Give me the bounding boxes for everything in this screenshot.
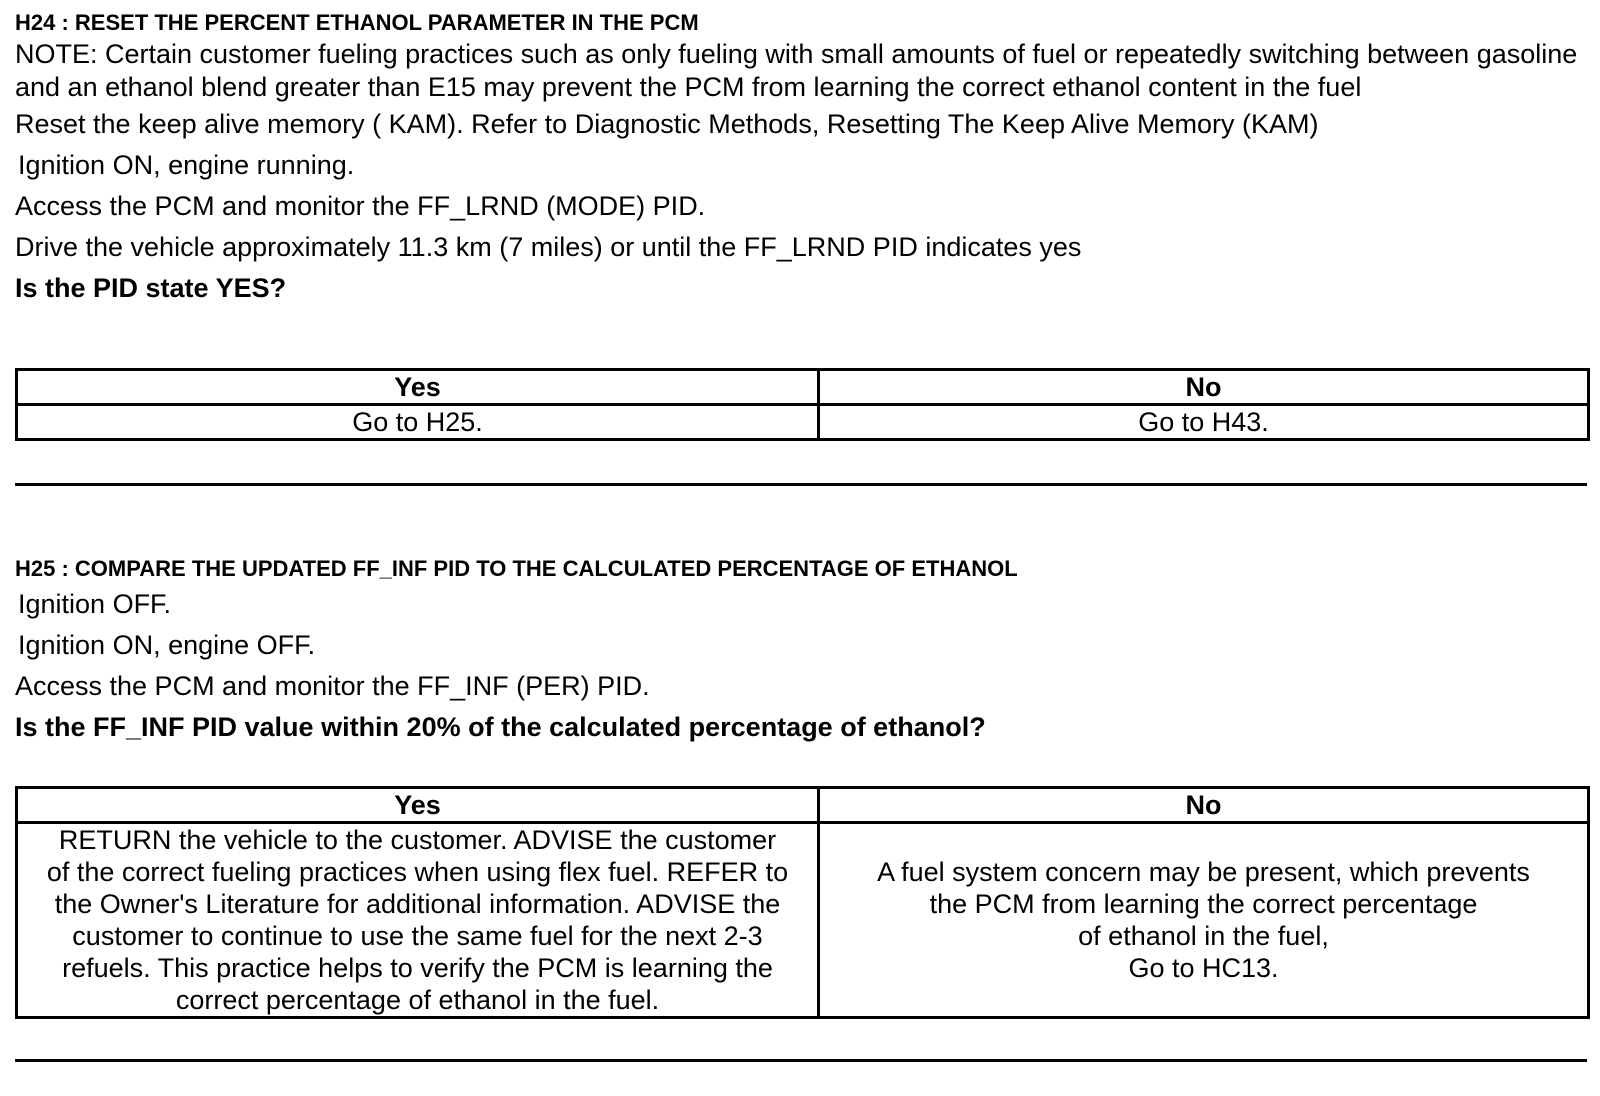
step-h25-heading: H25 : COMPARE THE UPDATED FF_INF PID TO THE CALCULATED PERCENTAGE OF ETHANOL [15, 556, 1018, 581]
table-header-row [17, 788, 1589, 823]
no-action-cell: Go to H43. [819, 405, 1589, 440]
no-action-goto: Go to HC13. [1128, 953, 1279, 983]
no-action-line: the PCM from learning the correct percentage [929, 889, 1478, 919]
yes-action-line: RETURN the vehicle to the customer. ADVISE the customer [58, 825, 777, 855]
step-h25-question: Is the FF_INF PID value within 20% of the calculated percentage of ethanol? [15, 712, 986, 742]
step-h24-heading: H24 : RESET THE PERCENT ETHANOL PARAMETER IN THE PCM [15, 10, 699, 35]
yes-column-header: Yes [17, 788, 819, 823]
step-h25-line-1: Ignition OFF. [18, 589, 172, 619]
step-h25 [15, 554, 1585, 748]
step-h24-line-1: Reset the keep alive memory ( KAM). Refer to Diagnostic Methods, Resetting The Keep Alive Memory (KAM) [15, 109, 1319, 139]
yes-action-cell: Go to H25. [17, 405, 819, 440]
yes-action-line: the Owner's Literature for additional information. ADVISE the [54, 889, 781, 919]
yes-action-line: refuels. This practice helps to verify the PCM is learning the [62, 953, 773, 983]
step-h25-answer-table [15, 786, 1590, 1019]
table-row [17, 405, 1589, 440]
step-h25-line-3: Access the PCM and monitor the FF_INF (PER) PID. [15, 671, 650, 701]
yes-column-header: Yes [17, 370, 819, 405]
yes-action-line: customer to continue to use the same fuel for the next 2-3 [72, 921, 763, 951]
no-action-line: A fuel system concern may be present, which prevents [877, 857, 1530, 887]
step-h24-line-4: Drive the vehicle approximately 11.3 km (7 miles) or until the FF_LRND PID indicates yes [15, 232, 1082, 262]
no-action-cell [819, 823, 1589, 1018]
section-divider [15, 483, 1587, 486]
no-column-header: No [819, 788, 1589, 823]
step-h24-question: Is the PID state YES? [15, 273, 287, 303]
yes-action-cell [17, 823, 819, 1018]
step-h24-answer-table [15, 368, 1590, 441]
section-divider [15, 1059, 1587, 1062]
no-column-header: No [819, 370, 1589, 405]
yes-action-line: of the correct fueling practices when using flex fuel. REFER to [46, 857, 789, 887]
step-h24-note: NOTE: Certain customer fueling practices such as only fueling with small amounts of fuel or repeatedly switching between gasoline and an ethanol blend greater than E15 may prevent the PCM from learning the correct ethanol content in the fuel [15, 39, 1578, 102]
step-h24 [15, 8, 1585, 309]
table-header-row [17, 370, 1589, 405]
table-row [17, 823, 1589, 1018]
step-h24-line-2: Ignition ON, engine running. [18, 150, 355, 180]
step-h24-line-3: Access the PCM and monitor the FF_LRND (MODE) PID. [15, 191, 706, 221]
no-action-line: of ethanol in the fuel, [1078, 921, 1329, 951]
yes-action-line: correct percentage of ethanol in the fuel. [175, 985, 660, 1015]
step-h25-line-2: Ignition ON, engine OFF. [18, 630, 316, 660]
